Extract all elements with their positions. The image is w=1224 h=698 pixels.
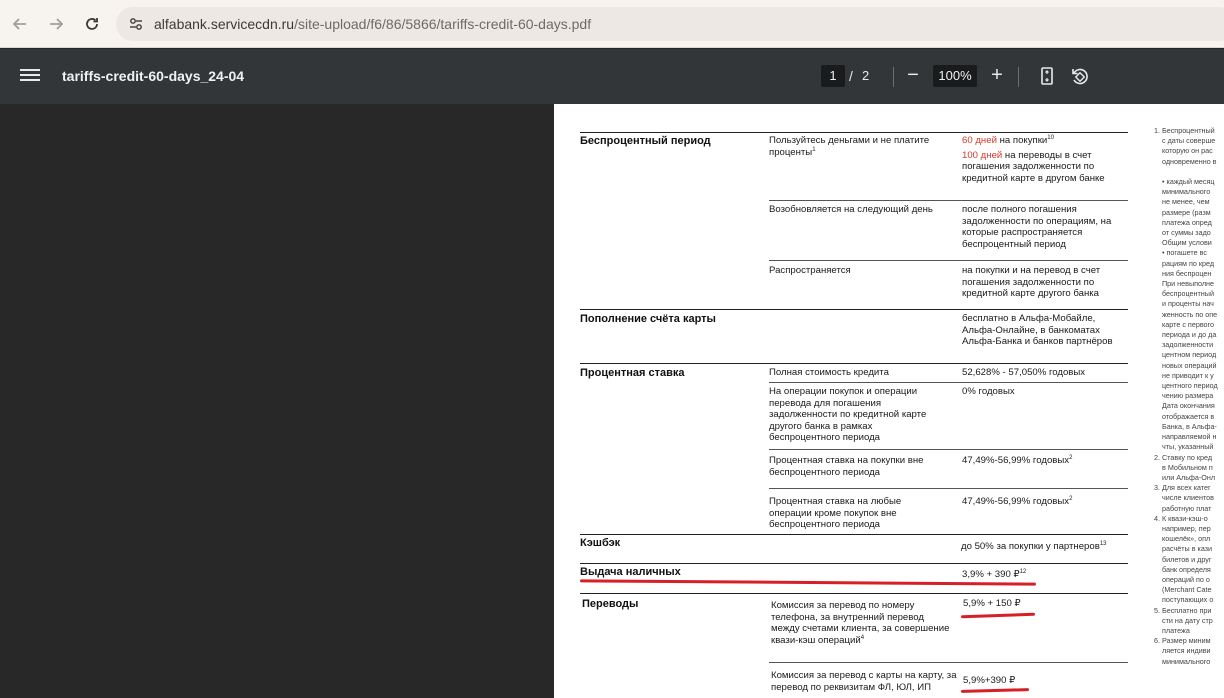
footnotes-column <box>1154 126 1224 667</box>
footnote-line: задолженности <box>1162 340 1214 350</box>
row-divider <box>769 260 1128 261</box>
url-path: /site-upload/f6/86/5866/tariffs-credit-60-days.pdf <box>294 16 592 32</box>
footnote-line: которую он рас <box>1162 146 1213 156</box>
rate-row4-value-text: 47,49%-56,99% годовых <box>962 496 1070 507</box>
row-divider <box>580 309 1128 310</box>
footnote-line: (Merchant Cate <box>1162 585 1212 595</box>
footnote-line: работную плат <box>1162 503 1212 513</box>
forward-icon[interactable] <box>42 10 70 38</box>
footnote-line: минимального <box>1162 656 1211 666</box>
footnote-line: беспроцентный <box>1162 289 1214 299</box>
cashback-value <box>961 541 1131 553</box>
footnote-line: центного период <box>1162 381 1218 391</box>
footnote-line: поступающих о <box>1162 595 1214 605</box>
page-number-input[interactable]: 1 <box>821 65 845 87</box>
footnote-line: женность по опе <box>1162 309 1218 319</box>
grace-row1-value <box>962 135 1130 184</box>
browser-toolbar <box>0 0 1224 48</box>
footnote-line: рациям по кред <box>1162 258 1215 268</box>
footnote-line: не приводит к у <box>1162 370 1214 380</box>
footnote-ref: 1 <box>812 146 816 153</box>
url-text <box>154 16 591 32</box>
grace-row1-label <box>769 135 949 158</box>
footnote-line: При невыполне <box>1162 279 1215 289</box>
footnote-ref: 12 <box>1019 568 1027 575</box>
rate-row3-value-text: 47,49%-56,99% годовых <box>962 455 1070 466</box>
rate-row2-label: На операции покупок и операции перевода для погашения задолженности по кредитной карте другого банка в рамках беспроцентного периода <box>769 386 927 444</box>
rate-row1-value: 52,628% - 57,050% годовых <box>962 367 1086 378</box>
document-title: tariffs-credit-60-days_24-04 <box>62 68 245 84</box>
row-divider <box>580 363 1128 364</box>
row-divider <box>769 488 1128 489</box>
grace-row2-label: Возобновляется на следующий день <box>769 204 933 215</box>
footnote-line: платежа опред <box>1162 217 1212 227</box>
grace-row3-label: Распространяется <box>769 265 851 276</box>
section-rate-title: Процентная ставка <box>580 367 685 379</box>
footnote-line: Общим услови <box>1162 238 1212 248</box>
footnote-line: или Альфа-Онл <box>1162 472 1216 482</box>
toolbar-divider <box>893 67 894 87</box>
row-divider <box>769 200 1128 201</box>
section-topup-title: Пополнение счёта карты <box>580 313 716 325</box>
footnote-line: с даты соверше <box>1162 136 1216 146</box>
footnote-line: 4. К квази-кэш-о <box>1154 513 1208 523</box>
url-host: alfabank.servicecdn.ru <box>154 16 295 32</box>
grace-purchase-text: на покупки <box>996 135 1048 146</box>
rotate-icon[interactable] <box>1068 65 1090 87</box>
footnote-line: центном период <box>1162 350 1217 360</box>
page-separator: / <box>849 68 853 84</box>
row-divider <box>769 449 1128 450</box>
footnote-line: ния беспроцен <box>1162 268 1212 278</box>
reload-icon[interactable] <box>78 10 106 38</box>
footnote-line: 6. Размер миним <box>1154 636 1211 646</box>
page-total: 2 <box>862 68 870 83</box>
footnote-line: чты, указанный <box>1162 442 1214 452</box>
footnote-line: не менее, чем <box>1162 197 1210 207</box>
footnote-ref: 13 <box>1099 540 1107 547</box>
row-divider <box>580 563 1128 564</box>
rate-row1-label: Полная стоимость кредита <box>769 367 889 378</box>
footnote-ref: 10 <box>1047 134 1054 141</box>
row-divider <box>580 534 1128 535</box>
footnote-line: Банка, в Альфа- <box>1162 421 1217 431</box>
pdf-viewer[interactable] <box>0 104 1224 698</box>
transfers-row2-label: Комиссия за перевод с карты на карту, за перевод по реквизитам ФЛ, ЮЛ, ИП <box>771 670 957 693</box>
footnote-line: сти на дату стр <box>1162 615 1213 625</box>
footnote-ref: 2 <box>1069 454 1073 461</box>
fit-page-icon[interactable] <box>1036 65 1058 87</box>
zoom-in-button[interactable]: + <box>991 64 1003 86</box>
footnote-line: платежа <box>1162 625 1190 635</box>
footnote-line: чению размера <box>1162 391 1214 401</box>
footnote-ref: 4 <box>860 634 865 641</box>
transfers-row1-label <box>771 600 951 646</box>
section-transfers-title: Переводы <box>582 598 639 610</box>
transfers-row2-value: 5,9%+390 ₽ <box>963 675 1016 686</box>
grace-transfer-days: 100 дней <box>962 149 1003 161</box>
section-cashback-title: Кэшбэк <box>580 537 621 549</box>
footnote-line: 5. Бесплатно при <box>1154 605 1212 615</box>
cash-value <box>962 569 1128 581</box>
footnote-line: ляется индиви <box>1162 646 1211 656</box>
row-divider <box>580 132 1128 133</box>
footnote-line: в Мобильном п <box>1162 462 1213 472</box>
footnote-line: операций по о <box>1162 574 1210 584</box>
row-divider <box>769 662 1128 663</box>
cash-value-text: 3,9% + 390 ₽ <box>962 569 1020 580</box>
zoom-input[interactable]: 100% <box>933 65 977 87</box>
footnote-line: кошелёк», опл <box>1162 534 1211 544</box>
rate-row3-label: Процентная ставка на покупки вне беспроцентного периода <box>769 455 924 478</box>
zoom-out-button[interactable]: − <box>907 64 919 86</box>
grace-row1-label-text: Пользуйтесь деньгами и не платите проценты <box>769 135 930 158</box>
section-grace-title: Беспроцентный период <box>580 135 711 147</box>
footnote-line: билетов и друг <box>1162 554 1212 564</box>
site-settings-icon[interactable] <box>122 10 150 38</box>
footnote-line: минимального <box>1162 187 1211 197</box>
footnote-line: Дата окончания <box>1162 401 1215 411</box>
grace-purchase-days: 60 дней <box>962 135 997 146</box>
footnote-ref: 2 <box>1069 495 1073 502</box>
transfers-row1-label-text: Комиссия за перевод по номеру телефона, за внутренний перевод между счетами клиента, за совершение квази-кэш операций <box>771 600 950 646</box>
topup-value: бесплатно в Альфа-Мобайле, Альфа-Онлайне, в банкоматах Альфа-Банка и банков партнёров <box>962 313 1113 348</box>
pdf-page <box>554 104 1224 698</box>
address-bar[interactable] <box>116 7 1224 41</box>
red-underline-annotation <box>961 688 1029 693</box>
footnote-line: • каждый месяц <box>1162 177 1215 187</box>
footnote-line: размере (разм <box>1162 207 1211 217</box>
footnote-line: отображается в <box>1162 411 1215 421</box>
transfers-row1-value: 5,9% + 150 ₽ <box>963 598 1021 609</box>
footnote-line: 2. Ставку по кред <box>1154 452 1213 462</box>
rate-row2-value: 0% годовых <box>962 386 1015 397</box>
footnote-line: и проценты нач <box>1162 299 1214 309</box>
grace-purchases-line <box>962 135 1130 147</box>
back-icon[interactable] <box>6 10 34 38</box>
footnote-line: расчёты в кази <box>1162 544 1213 554</box>
footnote-line: новых операций <box>1162 360 1217 370</box>
cashback-value-text: до 50% за покупки у партнеров <box>961 541 1100 552</box>
menu-icon[interactable] <box>20 66 40 86</box>
rate-row4-label: Процентная ставка на любые операции кроме покупок вне беспроцентного периода <box>769 496 902 531</box>
rate-row3-value <box>962 455 1128 467</box>
section-cash-title: Выдача наличных <box>580 566 681 578</box>
grace-row3-value: на покупки и на перевод в счет погашения задолженности по кредитной карте другого банка <box>962 265 1101 300</box>
footnote-line: например, пер <box>1162 523 1211 533</box>
footnote-line: от суммы задо <box>1162 228 1211 238</box>
row-divider <box>580 593 1128 594</box>
footnote-line: 3. Для всех катег <box>1154 483 1211 493</box>
grace-row2-value: после полного погашения задолженности по операциям, на которые распространяется беспроцентный период <box>962 204 1112 250</box>
rate-row4-value <box>962 496 1128 508</box>
footnote-line <box>1154 167 1224 177</box>
footnote-line: одновременно в <box>1162 156 1217 166</box>
footnote-line: направляемой н <box>1162 432 1217 442</box>
toolbar-divider <box>1018 67 1019 87</box>
footnote-line: 1. Беспроцентный <box>1154 126 1215 135</box>
row-divider <box>769 382 1128 383</box>
red-underline-annotation <box>961 613 1035 619</box>
pdf-toolbar <box>0 49 1224 104</box>
footnote-line: периода и до да <box>1162 330 1217 340</box>
footnote-line: карте с первого <box>1162 319 1215 329</box>
grace-transfer-text: на переводы в счет погашения задолженности по кредитной карте в другом банке <box>962 149 1105 184</box>
footnote-line: числе клиентов <box>1162 493 1214 503</box>
footnote-line: • погашете вс <box>1162 248 1207 258</box>
footnote-line: банк определя <box>1162 564 1211 574</box>
grace-transfers-line <box>962 150 1130 185</box>
